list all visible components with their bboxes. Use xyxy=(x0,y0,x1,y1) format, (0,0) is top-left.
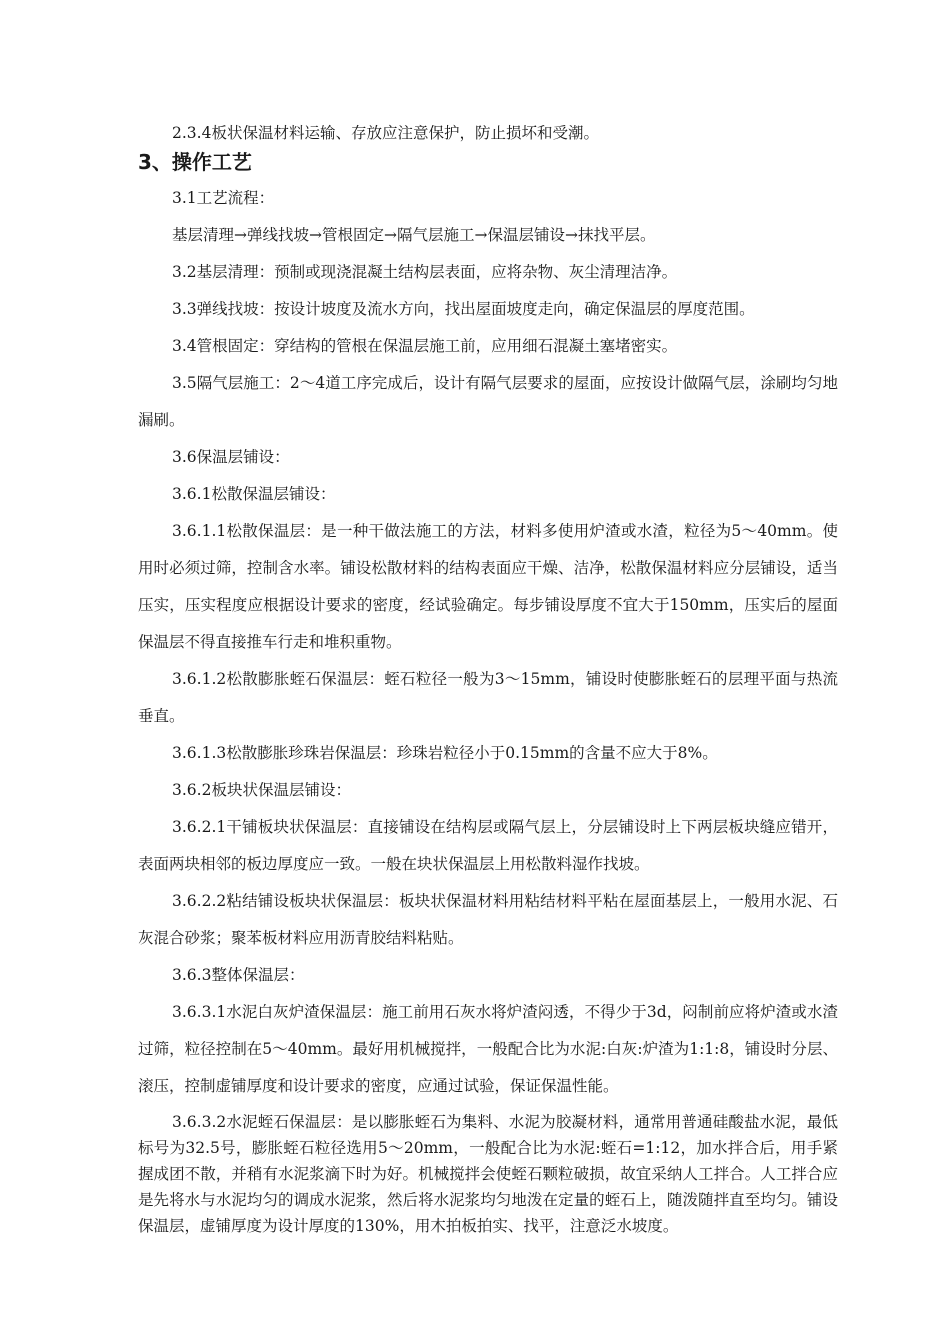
paragraph-3-6-2-2: 3.6.2.2粘结铺设板块状保温层：板块状保温材料用粘结材料平粘在屋面基层上，一般用水泥、石灰混合砂浆；聚苯板材料应用沥青胶结料粘贴。 xyxy=(138,892,838,947)
paragraph-3-6-2-1: 3.6.2.1干铺板块状保温层：直接铺设在结构层或隔气层上，分层铺设时上下两层板块缝应错开，表面两块相邻的板边厚度应一致。一般在块状保温层上用松散料湿作找坡。 xyxy=(138,818,838,873)
paragraph-3-5: 3.5隔气层施工：2～4道工序完成后，设计有隔气层要求的屋面，应按设计做隔气层，涂刷均匀地漏刷。 xyxy=(138,374,838,429)
paragraph-3-6-3-1: 3.6.3.1水泥白灰炉渣保温层：施工前用石灰水将炉渣闷透，不得少于3d，闷制前应将炉渣或水渣过筛，粒径控制在5～40mm。最好用机械搅拌，一般配合比为水泥:白灰:炉渣为1:1:8，铺设时分层、滚压，控制虚铺厚度和设计要求的密度，应通过试验，保证保温性能。 xyxy=(138,1003,838,1095)
document-body xyxy=(138,122,838,1239)
paragraph-3-6: 3.6保温层铺设： xyxy=(172,448,290,466)
paragraph-3-4: 3.4管根固定：穿结构的管根在保温层施工前，应用细石混凝土塞堵密实。 xyxy=(172,337,678,355)
paragraph-3-6-2: 3.6.2板块状保温层铺设： xyxy=(172,781,351,799)
paragraph-2-3-4: 2.3.4板状保温材料运输、存放应注意保护，防止损坏和受潮。 xyxy=(172,124,599,142)
paragraph-3-6-1-2: 3.6.1.2松散膨胀蛭石保温层：蛭石粒径一般为3～15mm，铺设时使膨胀蛭石的层理平面与热流垂直。 xyxy=(138,670,838,725)
paragraph-3-6-1-1: 3.6.1.1松散保温层：是一种干做法施工的方法，材料多使用炉渣或水渣，粒径为5～40mm。使用时必须过筛，控制含水率。铺设松散材料的结构表面应干燥、洁净，松散保温材料应分层铺设，适当压实，压实程度应根据设计要求的密度，经试验确定。每步铺设厚度不宜大于150mm，压实后的屋面保温层不得直接推车行走和堆积重物。 xyxy=(138,522,838,651)
paragraph-3-6-1-3: 3.6.1.3松散膨胀珍珠岩保温层：珍珠岩粒径小于0.15mm的含量不应大于8%。 xyxy=(172,744,718,762)
paragraph-3-1: 3.1工艺流程： xyxy=(172,189,275,207)
paragraph-3-6-1: 3.6.1松散保温层铺设： xyxy=(172,485,336,503)
paragraph-3-6-3-2: 3.6.3.2水泥蛭石保温层：是以膨胀蛭石为集料、水泥为胶凝材料，通常用普通硅酸盐水泥，最低标号为32.5号，膨胀蛭石粒径选用5～20mm，一般配合比为水泥:蛭石=1:12，加水拌合后，用手紧握成团不散，并稍有水泥浆滴下时为好。机械搅拌会使蛭石颗粒破损，故宜采纳人工拌合。人工拌合应是先将水与水泥均匀的调成水泥浆，然后将水泥浆均匀地泼在定量的蛭石上，随泼随拌直至均匀。铺设保温层，虚铺厚度为设计厚度的130%，用木拍板拍实、找平，注意泛水坡度。 xyxy=(138,1113,838,1235)
paragraph-3-6-3: 3.6.3整体保温层： xyxy=(172,966,305,984)
paragraph-process-flow: 基层清理→弹线找坡→管根固定→隔气层施工→保温层铺设→抹找平层。 xyxy=(172,226,656,244)
paragraph-3-3: 3.3弹线找坡：按设计坡度及流水方向，找出屋面坡度走向，确定保温层的厚度范围。 xyxy=(172,300,755,318)
section-heading-3: 3、操作工艺 xyxy=(138,150,252,174)
paragraph-3-2: 3.2基层清理：预制或现浇混凝土结构层表面，应将杂物、灰尘清理洁净。 xyxy=(172,263,678,281)
